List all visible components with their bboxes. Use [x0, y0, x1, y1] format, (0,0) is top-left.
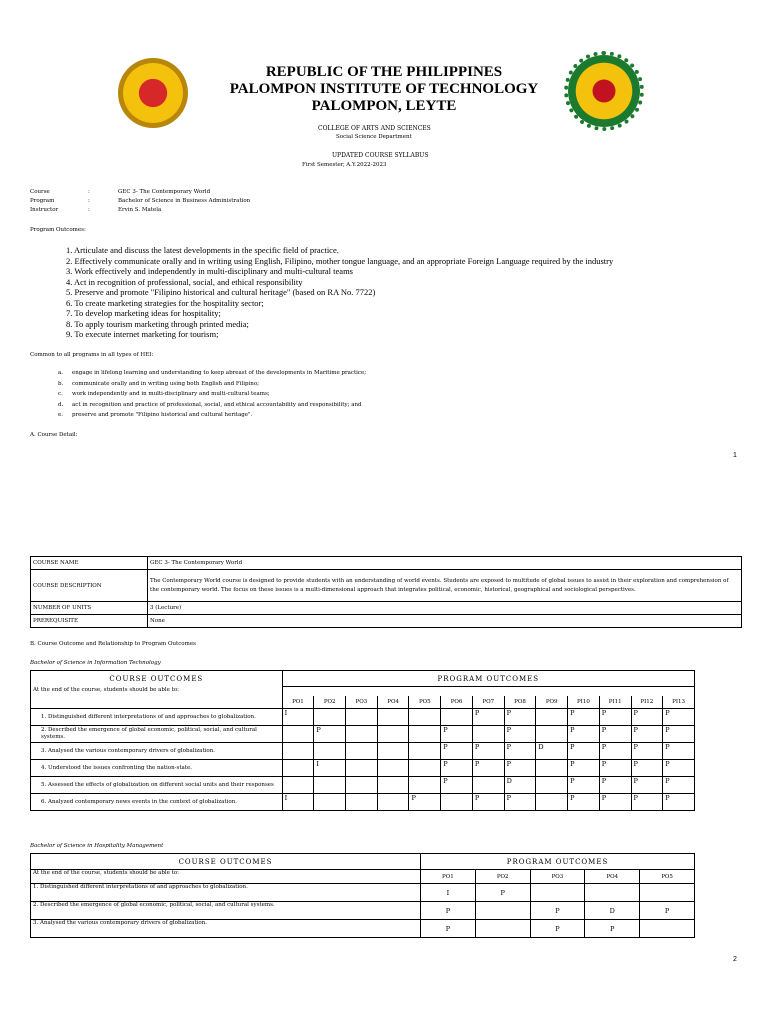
it-po-cell: P	[504, 760, 536, 777]
it-po-cell: P	[631, 743, 663, 760]
program-outcome-item: 4. Act in recognition of professional, social, and ethical responsibility	[66, 276, 303, 287]
table-row	[31, 777, 695, 794]
it-po-cell	[346, 760, 378, 777]
it-po-cell	[346, 743, 378, 760]
section-b-heading: B. Course Outcome and Relationship to Program Outcomes	[30, 641, 196, 647]
it-po-column: PO2	[314, 696, 346, 709]
course-info-value: GEC 3- The Contemporary World	[118, 189, 211, 195]
program-outcomes-list	[66, 245, 756, 340]
course-name-value: GEC 3- The Contemporary World	[148, 557, 742, 570]
it-po-cell	[536, 777, 568, 794]
it-po-cell	[409, 760, 441, 777]
header-location: PALOMPON, LEYTE	[311, 98, 457, 114]
it-po-cell: D	[536, 743, 568, 760]
hm-po-column: PO2	[475, 870, 530, 884]
it-outcomes-table	[30, 670, 695, 811]
table-row	[31, 920, 695, 938]
it-po-column: PI10	[568, 696, 600, 709]
hm-po-cell	[640, 884, 695, 902]
semester: First Semester, A.Y.2022-2023	[302, 162, 387, 168]
it-po-cell: P	[568, 794, 600, 811]
it-po-cell	[377, 709, 409, 726]
common-outcome-text: communicate orally and in writing using both English and Filipino;	[72, 380, 259, 387]
course-info-value: Ervin S. Matela	[118, 207, 162, 213]
common-outcome-text: work independently and in multi-disciplinary and multi-cultural teams;	[72, 391, 270, 397]
it-po-cell: P	[631, 726, 663, 743]
it-po-cell: P	[441, 726, 473, 743]
it-po-column: PI13	[663, 696, 695, 709]
program-outcome-item: 1. Articulate and discuss the latest developments in the specific field of practice.	[66, 245, 339, 255]
course-info-sep: :	[88, 198, 90, 204]
it-po-cell: P	[599, 794, 631, 811]
it-po-cell: P	[504, 709, 536, 726]
it-po-column: PO5	[409, 696, 441, 709]
hm-po-cell: P	[640, 902, 695, 920]
table-row	[31, 743, 695, 760]
it-po-cell: P	[441, 760, 473, 777]
it-po-cell	[377, 743, 409, 760]
hm-po-cell: D	[585, 902, 640, 920]
course-info-row	[30, 198, 250, 207]
it-po-column: PO8	[504, 696, 536, 709]
course-info-row	[30, 189, 250, 198]
table-row	[31, 902, 695, 920]
program-outcome-item: 3. Work effectively and independently in multi-disciplinary and multi-cultural teams	[66, 266, 353, 276]
hm-po-cell: I	[421, 884, 476, 902]
it-po-cell: P	[568, 709, 600, 726]
it-po-cell	[377, 760, 409, 777]
common-outcome-text: engage in lifelong learning and understanding to keep abreast of the developments in Maritime practice;	[72, 370, 367, 376]
hm-po-cell	[530, 884, 585, 902]
it-po-cell	[441, 709, 473, 726]
it-po-cell: I	[282, 794, 314, 811]
it-po-cell	[282, 760, 314, 777]
course-info-label: Instructor	[30, 207, 59, 213]
it-course-outcome: 3. Analysed the various contemporary drivers of globalization.	[31, 743, 283, 760]
it-program-heading: Bachelor of Science in Information Technology	[30, 660, 161, 666]
hm-po-cell: P	[421, 902, 476, 920]
it-po-cell	[377, 726, 409, 743]
it-po-column: PI11	[599, 696, 631, 709]
it-po-cell	[409, 743, 441, 760]
units-value: 3 (Lecture)	[148, 602, 742, 615]
common-outcome-item	[58, 368, 658, 379]
it-po-cell: P	[599, 743, 631, 760]
hm-po-cell: P	[421, 920, 476, 938]
it-po-cell: P	[663, 709, 695, 726]
common-outcome-item	[58, 379, 658, 390]
it-po-cell: P	[568, 726, 600, 743]
program-outcome-item: 7. To develop marketing ideas for hospitality;	[66, 308, 221, 318]
course-name-label: COURSE NAME	[31, 557, 148, 570]
it-po-cell: P	[599, 726, 631, 743]
it-po-cell: P	[504, 726, 536, 743]
it-po-cell	[346, 726, 378, 743]
it-po-cell: P	[663, 794, 695, 811]
it-po-column: PO9	[536, 696, 568, 709]
it-course-outcome: 2. Described the emergence of global economic, political, social, and cultural systems.	[31, 726, 283, 743]
course-info-sep: :	[88, 207, 90, 213]
it-po-cell: P	[441, 743, 473, 760]
it-po-cell: P	[472, 743, 504, 760]
it-po-cell	[314, 794, 346, 811]
it-po-column: PO6	[441, 696, 473, 709]
course-info-label: Program	[30, 198, 55, 204]
it-po-column: PO3	[346, 696, 378, 709]
it-po-cell	[441, 794, 473, 811]
it-po-cell: P	[504, 794, 536, 811]
it-po-cell	[536, 726, 568, 743]
it-po-cell	[346, 709, 378, 726]
it-intro: At the end of the course, students should be able to:	[31, 687, 283, 709]
table-row	[31, 794, 695, 811]
page-number-2: 2	[733, 956, 737, 963]
it-po-cell	[314, 777, 346, 794]
course-description-label: COURSE DESCRIPTION	[31, 570, 148, 602]
it-po-cell: P	[568, 777, 600, 794]
hm-outcomes-table	[30, 853, 695, 938]
it-po-cell	[472, 777, 504, 794]
it-po-cell: P	[599, 709, 631, 726]
hm-course-outcome: 2. Described the emergence of global economic, political, social, and cultural systems.	[31, 902, 421, 920]
hm-course-outcome: 3. Analysed the various contemporary drivers of globalization.	[31, 920, 421, 938]
hm-po-cell: P	[530, 920, 585, 938]
it-po-cell: P	[409, 794, 441, 811]
it-po-cell: P	[599, 777, 631, 794]
it-po-cell	[536, 760, 568, 777]
prerequisite-label: PREREQUISITE	[31, 615, 148, 628]
hm-po-column: PO5	[640, 870, 695, 884]
common-outcome-item	[58, 400, 658, 411]
hm-po-cell	[640, 920, 695, 938]
it-po-cell	[409, 726, 441, 743]
it-course-outcome: 6. Analyzed contemporary news events in the context of globalization.	[31, 794, 283, 811]
common-outcome-letter: d.	[58, 401, 64, 408]
college-name: COLLEGE OF ARTS AND SCIENCES	[318, 125, 431, 132]
it-po-cell	[472, 726, 504, 743]
hm-po-cell	[475, 902, 530, 920]
it-po-cell: P	[663, 743, 695, 760]
common-outcome-item	[58, 389, 658, 400]
it-po-cell: P	[663, 777, 695, 794]
it-po-cell	[282, 726, 314, 743]
it-po-spacer	[282, 687, 694, 696]
it-po-cell	[409, 709, 441, 726]
units-label: NUMBER OF UNITS	[31, 602, 148, 615]
course-detail-table	[30, 556, 742, 628]
it-po-cell: P	[504, 743, 536, 760]
hm-po-cell: P	[530, 902, 585, 920]
program-outcome-item: 5. Preserve and promote "Filipino historical and cultural heritage" (based on RA No. 7722)	[66, 287, 376, 297]
it-po-column: PI12	[631, 696, 663, 709]
course-info-row	[30, 207, 250, 216]
it-po-cell	[314, 743, 346, 760]
hm-program-heading: Bachelor of Science in Hospitality Management	[30, 843, 164, 849]
common-outcomes-list	[58, 368, 658, 421]
table-row	[31, 870, 695, 884]
table-row	[31, 709, 695, 726]
it-po-cell: P	[631, 760, 663, 777]
it-po-cell: P	[663, 726, 695, 743]
course-description-value: The Contemporary World course is designed to provide students with an understanding of world events. Students are exposed to multitude of global issues to assist in their exploration and comprehension of the contemporary world. The focus on these issues is a multi-dimensional approach that integrates political, economic, historical, geographical and sociological perspectives.	[148, 570, 742, 602]
department-name: Social Science Department	[336, 134, 412, 140]
common-outcome-letter: c.	[58, 391, 63, 397]
it-po-column: PO1	[282, 696, 314, 709]
course-info-label: Course	[30, 189, 50, 195]
it-po-cell: I	[282, 709, 314, 726]
program-outcome-item: 2. Effectively communicate orally and in writing using English, Filipino, mother tongue language, and an appropriate Foreign Language required by the industry	[66, 255, 614, 266]
it-po-cell	[377, 794, 409, 811]
hm-po-cell: P	[475, 884, 530, 902]
it-po-cell: I	[314, 760, 346, 777]
it-po-cell	[536, 794, 568, 811]
it-po-cell	[536, 709, 568, 726]
header-republic: REPUBLIC OF THE PHILIPPINES	[265, 64, 503, 80]
it-po-cell	[282, 743, 314, 760]
program-outcomes-heading: Program Outcomes:	[30, 227, 86, 233]
it-po-cell: P	[631, 709, 663, 726]
it-po-cell: D	[504, 777, 536, 794]
it-co-header: COURSE OUTCOMES	[31, 671, 283, 687]
course-detail-heading: A. Course Detail:	[30, 432, 78, 438]
hm-co-header: COURSE OUTCOMES	[31, 854, 421, 870]
it-po-column: PO7	[472, 696, 504, 709]
common-outcome-item	[58, 410, 658, 421]
table-row	[31, 687, 695, 696]
hm-po-cell	[585, 884, 640, 902]
table-row	[31, 760, 695, 777]
it-po-header: PROGRAM OUTCOMES	[282, 671, 694, 687]
it-po-cell	[346, 794, 378, 811]
doc-title: UPDATED COURSE SYLLABUS	[332, 152, 429, 159]
it-po-cell: P	[568, 760, 600, 777]
table-row	[31, 884, 695, 902]
program-outcome-item: 8. To apply tourism marketing through printed media;	[66, 318, 249, 329]
it-po-cell: P	[663, 760, 695, 777]
it-po-cell: P	[314, 726, 346, 743]
it-po-cell: P	[472, 760, 504, 777]
common-outcome-text: preserve and promote "Filipino historical and cultural heritage".	[72, 412, 253, 418]
hm-po-cell	[475, 920, 530, 938]
prerequisite-value: None	[148, 615, 742, 628]
common-outcome-text: act in recognition and practice of professional, social, and ethical accountability and responsibility; and	[72, 401, 362, 408]
it-po-cell	[346, 777, 378, 794]
it-po-cell	[377, 777, 409, 794]
it-course-outcome: 5. Assessed the effects of globalization on different social units and their responses	[31, 777, 283, 794]
it-po-cell: P	[472, 709, 504, 726]
page-number-1: 1	[733, 452, 737, 459]
common-heading: Common to all programs in all types of HEI:	[30, 352, 154, 358]
it-po-cell: P	[441, 777, 473, 794]
it-po-cell	[314, 709, 346, 726]
common-outcome-letter: a.	[58, 370, 64, 376]
it-po-cell: P	[631, 777, 663, 794]
course-info-value: Bachelor of Science in Business Administration	[118, 198, 251, 204]
table-row	[31, 726, 695, 743]
hm-course-outcome: 1. Distinguished different interpretations of and approaches to globalization.	[31, 884, 421, 902]
it-po-cell: P	[472, 794, 504, 811]
program-outcome-item: 6. To create marketing strategies for the hospitality sector;	[66, 297, 264, 308]
it-po-cell: P	[631, 794, 663, 811]
hm-po-cell: P	[585, 920, 640, 938]
header-institute: PALOMPON INSTITUTE OF TECHNOLOGY	[229, 81, 539, 97]
it-po-cell: P	[568, 743, 600, 760]
common-outcome-letter: b.	[58, 380, 64, 387]
it-po-column: PO4	[377, 696, 409, 709]
hm-po-column: PO1	[421, 870, 476, 884]
it-po-cell: P	[599, 760, 631, 777]
program-outcome-item: 9. To execute internet marketing for tourism;	[66, 329, 219, 339]
it-po-cell	[282, 777, 314, 794]
course-info	[30, 189, 250, 216]
common-outcome-letter: e.	[58, 412, 64, 418]
hm-intro: At the end of the course, students should be able to:	[31, 870, 421, 884]
hm-po-column: PO3	[530, 870, 585, 884]
hm-po-column: PO4	[585, 870, 640, 884]
it-po-cell	[409, 777, 441, 794]
it-course-outcome: 1. Distinguished different interpretations of and approaches to globalization.	[31, 709, 283, 726]
hm-po-header: PROGRAM OUTCOMES	[421, 854, 695, 870]
it-course-outcome: 4. Understood the issues confronting the nation-state.	[31, 760, 283, 777]
course-info-sep: :	[88, 189, 90, 195]
